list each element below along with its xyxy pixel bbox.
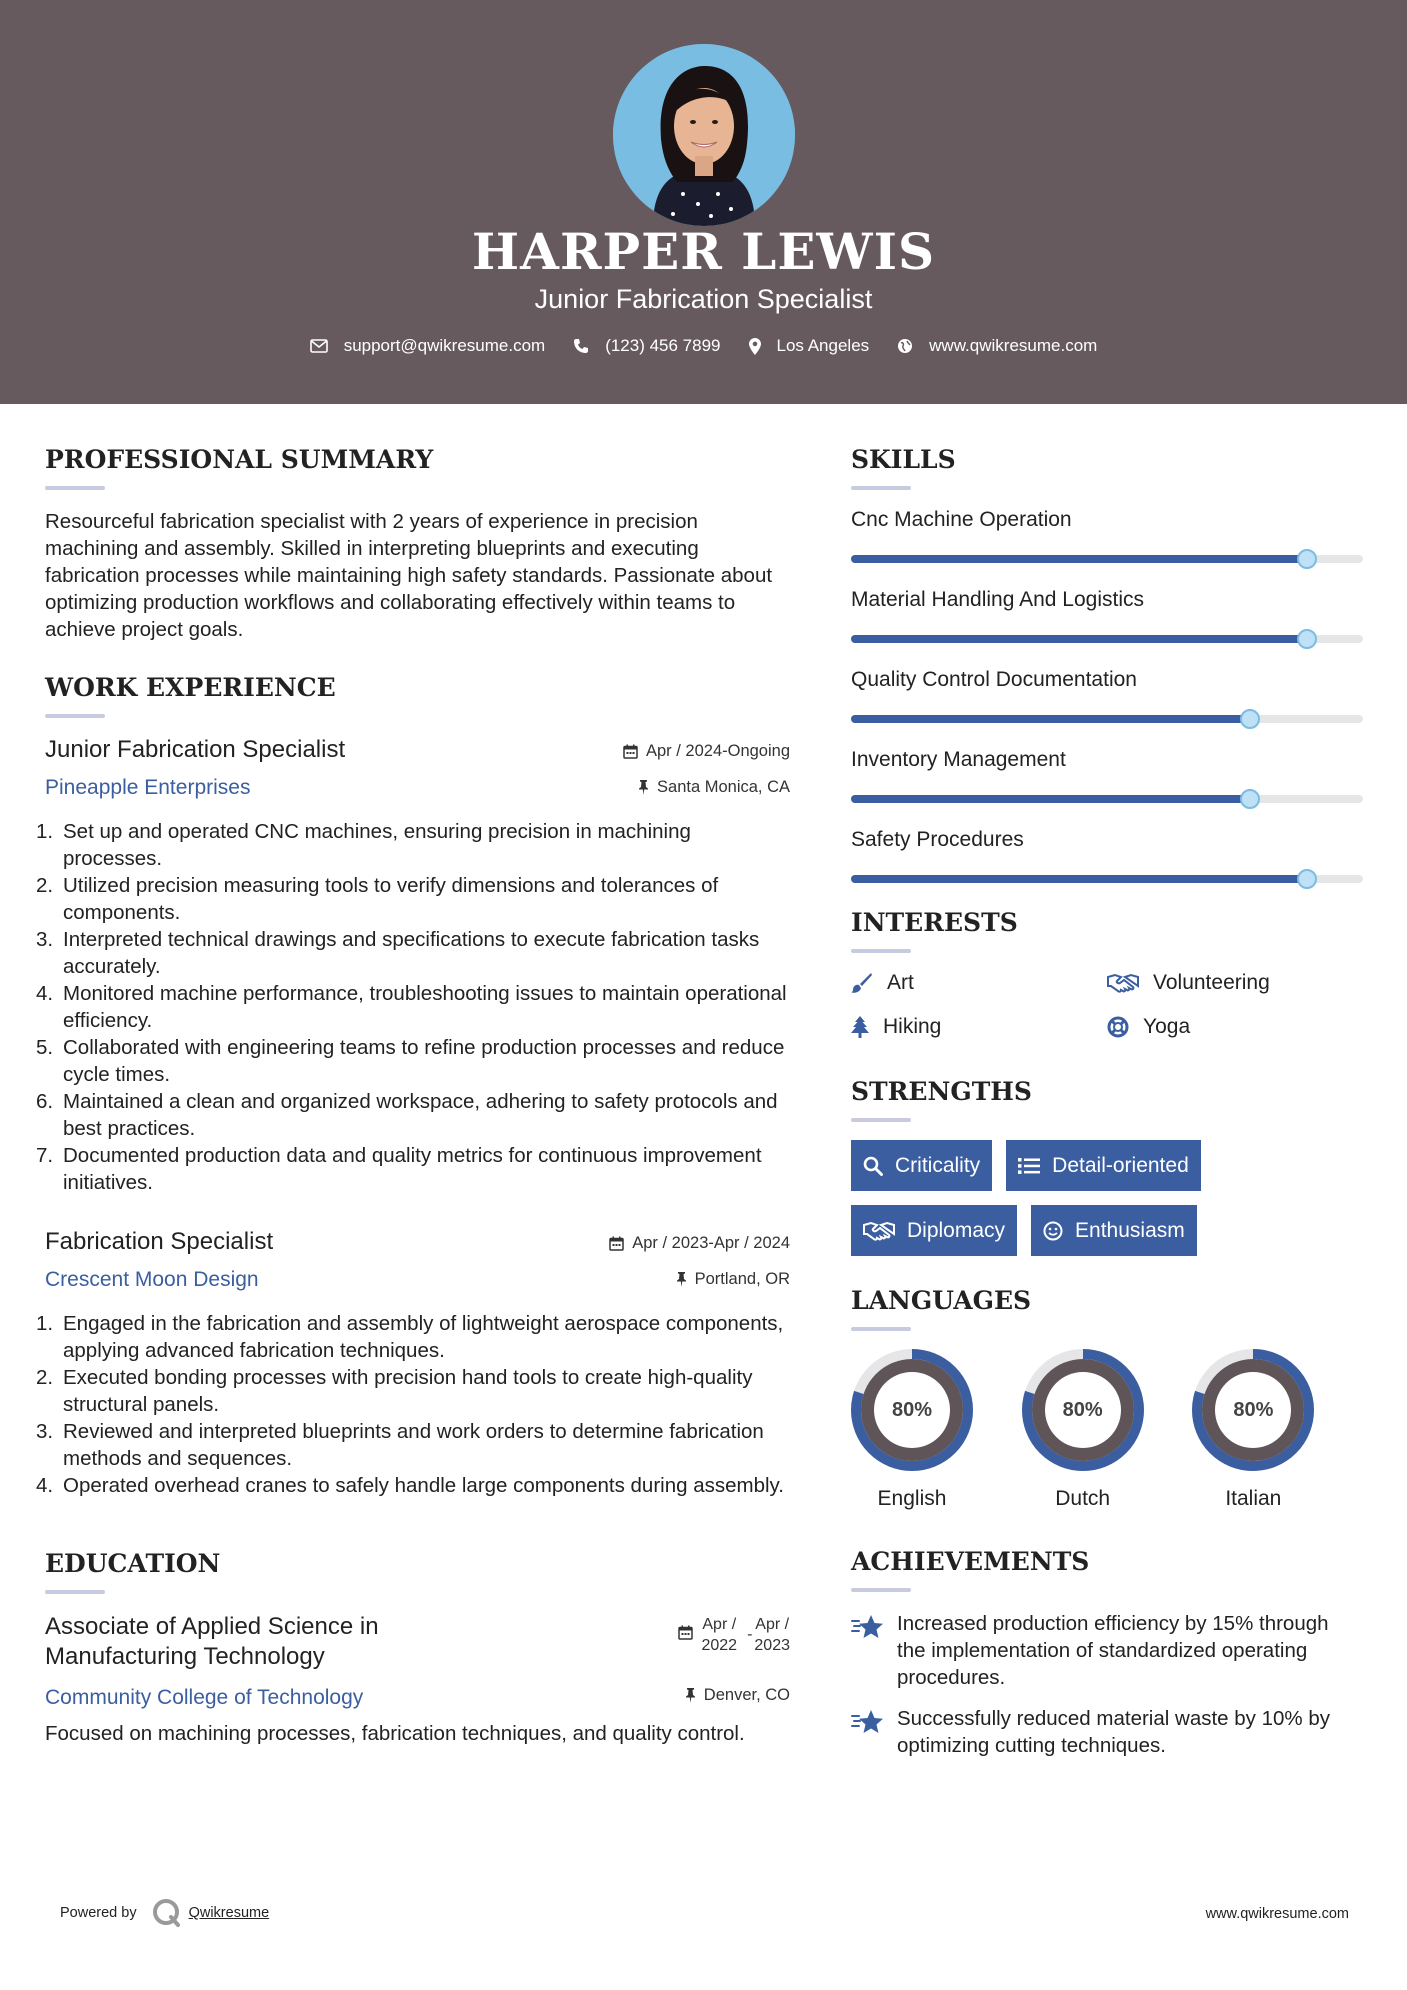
brand-link[interactable]: Qwikresume bbox=[188, 1905, 270, 1921]
list-item: 2. Executed bonding processes with precision hand tools to create high-quality structural panels. bbox=[36, 1366, 753, 1416]
candidate-name: HARPER LEWIS bbox=[471, 222, 936, 281]
achievement-text: Successfully reduced material waste by 10% by optimizing cutting techniques. bbox=[897, 1707, 1330, 1757]
list-item: 7. Documented production data and quality metrics for continuous improvement initiatives. bbox=[36, 1144, 762, 1194]
language-item bbox=[1022, 1349, 1193, 1511]
strength-tag bbox=[851, 1140, 992, 1191]
duty-text: Reviewed and interpreted blueprints and work orders to determine fabrication methods and sequences. bbox=[63, 1420, 764, 1470]
search-icon bbox=[863, 1156, 883, 1176]
duty-text: Utilized precision measuring tools to verify dimensions and tolerances of components. bbox=[63, 874, 719, 924]
language-item bbox=[851, 1349, 1022, 1511]
qwikresume-logo-icon bbox=[151, 1897, 183, 1929]
language-percent: 80% bbox=[891, 1398, 933, 1421]
strength-tag bbox=[1031, 1205, 1197, 1256]
skill-bar bbox=[851, 715, 1363, 723]
list-item: 3. Interpreted technical drawings and specifications to execute fabrication tasks accurately. bbox=[36, 928, 760, 978]
degree-line: Manufacturing Technology bbox=[45, 1643, 325, 1670]
language-percent: 80% bbox=[1062, 1398, 1103, 1421]
section-title: PROFESSIONAL SUMMARY bbox=[45, 445, 434, 474]
duty-list bbox=[36, 1310, 790, 1499]
education-dates bbox=[678, 1614, 790, 1656]
skill-knob bbox=[1297, 629, 1317, 649]
degree-title bbox=[45, 1612, 379, 1672]
skill-item bbox=[851, 508, 1363, 563]
duty-text: Interpreted technical drawings and specifications to execute fabrication tasks accurately. bbox=[63, 928, 760, 978]
skill-item bbox=[851, 748, 1363, 803]
email-text: support@qwikresume.com bbox=[343, 336, 546, 355]
experience-section bbox=[36, 673, 790, 1499]
list-icon bbox=[1018, 1157, 1040, 1175]
interest-item bbox=[851, 971, 1107, 995]
strength-label: Diplomacy bbox=[907, 1218, 1006, 1242]
list-item: 1. Engaged in the fabrication and assembly of lightweight aerospace components, applying advanced fabrication techniques. bbox=[36, 1312, 784, 1362]
education-location-text: Denver, CO bbox=[703, 1685, 790, 1704]
section-underline bbox=[45, 714, 105, 718]
list-item: 6. Maintained a clean and organized workspace, adhering to safety protocols and best practices. bbox=[36, 1090, 778, 1140]
calendar-icon bbox=[609, 1236, 624, 1251]
skill-fill bbox=[851, 795, 1250, 803]
section-underline bbox=[45, 486, 105, 490]
interest-item bbox=[1107, 971, 1363, 995]
skill-knob bbox=[1297, 869, 1317, 889]
job-location-text: Santa Monica, CA bbox=[657, 777, 790, 796]
skill-fill bbox=[851, 715, 1250, 723]
language-ring bbox=[1022, 1349, 1144, 1471]
pin-icon bbox=[638, 780, 649, 795]
skills-list bbox=[851, 508, 1363, 883]
job-dates-text: Apr / 2023-Apr / 2024 bbox=[632, 1234, 790, 1252]
contact-phone[interactable] bbox=[573, 336, 720, 356]
handshake-icon bbox=[1107, 973, 1139, 993]
education-start bbox=[701, 1614, 737, 1656]
duty-text: Operated overhead cranes to safely handle large components during assembly. bbox=[63, 1474, 784, 1497]
list-item: 5. Collaborated with engineering teams to refine production processes and reduce cycle times. bbox=[36, 1036, 785, 1086]
section-underline bbox=[45, 1590, 105, 1594]
smile-icon bbox=[1043, 1221, 1063, 1241]
strength-label: Criticality bbox=[895, 1153, 981, 1177]
achievement-text: Increased production efficiency by 15% through the implementation of standardized operating procedures. bbox=[897, 1612, 1329, 1689]
section-title: EDUCATION bbox=[45, 1549, 221, 1578]
job-title: Fabrication Specialist bbox=[45, 1228, 274, 1255]
powered-by-text: Powered by bbox=[60, 1905, 137, 1921]
education-location bbox=[685, 1686, 790, 1705]
education-text: Focused on machining processes, fabrication techniques, and quality control. bbox=[45, 1722, 745, 1745]
skill-fill bbox=[851, 555, 1307, 563]
section-underline bbox=[851, 949, 911, 953]
star-icon bbox=[851, 1614, 885, 1640]
section-underline bbox=[851, 486, 911, 490]
languages-section bbox=[851, 1286, 1363, 1511]
language-ring bbox=[851, 1349, 973, 1471]
section-title: LANGUAGES bbox=[851, 1286, 1032, 1315]
job-dates bbox=[623, 742, 790, 761]
calendar-icon bbox=[623, 744, 638, 759]
skill-name: Safety Procedures bbox=[851, 828, 1024, 851]
interest-label: Art bbox=[887, 971, 914, 994]
education-section bbox=[45, 1549, 790, 1747]
job-location bbox=[676, 1270, 790, 1289]
list-item: 4. Monitored machine performance, troubleshooting issues to maintain operational efficiency. bbox=[36, 982, 787, 1032]
summary-section bbox=[45, 445, 790, 643]
job-entry bbox=[36, 736, 790, 1196]
company-name[interactable]: Crescent Moon Design bbox=[45, 1268, 259, 1291]
strength-tag bbox=[851, 1205, 1017, 1256]
strengths-section bbox=[851, 1077, 1363, 1256]
envelope-icon bbox=[310, 339, 328, 353]
section-underline bbox=[851, 1118, 911, 1122]
map-pin-icon bbox=[749, 338, 761, 355]
right-column bbox=[851, 445, 1363, 1773]
footer-website[interactable]: www.qwikresume.com bbox=[1205, 1906, 1349, 1922]
skill-bar bbox=[851, 635, 1363, 643]
section-title: WORK EXPERIENCE bbox=[45, 673, 336, 702]
section-title: INTERESTS bbox=[851, 908, 1018, 937]
duty-text: Maintained a clean and organized workspace, adhering to safety protocols and best practices. bbox=[63, 1090, 778, 1140]
list-item: 1. Set up and operated CNC machines, ensuring precision in machining processes. bbox=[36, 820, 691, 870]
language-name: English bbox=[877, 1487, 947, 1510]
language-name: Italian bbox=[1225, 1487, 1282, 1510]
contact-website[interactable] bbox=[897, 336, 1097, 356]
skill-item bbox=[851, 828, 1363, 883]
list-item: 2. Utilized precision measuring tools to verify dimensions and tolerances of components. bbox=[36, 874, 719, 924]
footer-branding bbox=[60, 1897, 269, 1929]
candidate-title: Junior Fabrication Specialist bbox=[534, 284, 873, 314]
skill-knob bbox=[1240, 709, 1260, 729]
skill-knob bbox=[1297, 549, 1317, 569]
skill-name: Cnc Machine Operation bbox=[851, 508, 1072, 531]
skill-item bbox=[851, 668, 1363, 723]
website-text: www.qwikresume.com bbox=[929, 336, 1098, 355]
section-underline bbox=[851, 1327, 911, 1331]
job-title: Junior Fabrication Specialist bbox=[45, 736, 346, 763]
end-month: Apr / bbox=[755, 1616, 790, 1633]
language-percent: 80% bbox=[1233, 1398, 1274, 1421]
job-dates bbox=[609, 1234, 790, 1253]
globe-icon bbox=[897, 338, 913, 354]
duty-text: Executed bonding processes with precision hand tools to create high-quality structural panels. bbox=[63, 1366, 753, 1416]
contact-bar bbox=[0, 336, 1407, 356]
strength-tag bbox=[1006, 1140, 1201, 1191]
star-icon bbox=[851, 1709, 885, 1735]
degree-line: Associate of Applied Science in bbox=[45, 1613, 379, 1640]
contact-email[interactable] bbox=[310, 336, 546, 356]
interest-item bbox=[851, 1015, 1107, 1039]
lifering-icon bbox=[1107, 1016, 1129, 1038]
interest-item bbox=[1107, 1015, 1363, 1039]
skill-name: Inventory Management bbox=[851, 748, 1066, 771]
pin-icon bbox=[676, 1272, 687, 1287]
skill-fill bbox=[851, 635, 1307, 643]
pin-icon bbox=[685, 1688, 696, 1703]
avatar-illustration bbox=[613, 44, 795, 226]
job-location bbox=[638, 778, 790, 797]
job-entry bbox=[36, 1228, 790, 1499]
strength-label: Detail-oriented bbox=[1052, 1153, 1189, 1177]
tree-icon bbox=[851, 1016, 869, 1038]
date-separator: - bbox=[747, 1626, 753, 1643]
resume-header bbox=[0, 0, 1407, 404]
language-name: Dutch bbox=[1055, 1487, 1111, 1510]
achievements-section bbox=[851, 1547, 1363, 1759]
profile-photo bbox=[613, 44, 795, 226]
left-column bbox=[36, 445, 790, 1747]
interests-section bbox=[851, 908, 1363, 1039]
job-location-text: Portland, OR bbox=[694, 1269, 790, 1288]
skill-fill bbox=[851, 875, 1307, 883]
duty-text: Monitored machine performance, troubleshooting issues to maintain operational efficiency. bbox=[63, 982, 787, 1032]
interest-label: Volunteering bbox=[1153, 971, 1270, 994]
location-text: Los Angeles bbox=[776, 336, 870, 355]
interest-label: Yoga bbox=[1143, 1015, 1191, 1038]
skill-bar bbox=[851, 555, 1363, 563]
end-year: 2023 bbox=[754, 1637, 790, 1654]
duty-text: Documented production data and quality metrics for continuous improvement initiatives. bbox=[63, 1144, 762, 1194]
duty-text: Engaged in the fabrication and assembly of lightweight aerospace components, applying advanced fabrication techniques. bbox=[63, 1312, 784, 1362]
skills-section bbox=[851, 445, 1363, 883]
start-month: Apr / bbox=[702, 1616, 737, 1633]
section-underline bbox=[851, 1588, 911, 1592]
skill-bar bbox=[851, 795, 1363, 803]
achievement-item bbox=[851, 1610, 1363, 1691]
job-dates-text: Apr / 2024-Ongoing bbox=[645, 742, 790, 760]
strength-label: Enthusiasm bbox=[1075, 1218, 1185, 1242]
interest-label: Hiking bbox=[883, 1015, 942, 1038]
education-end bbox=[754, 1614, 790, 1656]
phone-text: (123) 456 7899 bbox=[605, 336, 721, 355]
list-item: 4. Operated overhead cranes to safely handle large components during assembly. bbox=[36, 1474, 784, 1497]
school-name[interactable]: Community College of Technology bbox=[45, 1686, 364, 1709]
calendar-icon bbox=[678, 1625, 693, 1640]
language-ring bbox=[1192, 1349, 1314, 1471]
duty-list bbox=[36, 818, 790, 1196]
skill-bar bbox=[851, 875, 1363, 883]
skill-name: Quality Control Documentation bbox=[851, 668, 1137, 691]
achievement-item bbox=[851, 1705, 1363, 1759]
list-item: 3. Reviewed and interpreted blueprints and work orders to determine fabrication methods and sequences. bbox=[36, 1420, 764, 1470]
section-title: ACHIEVEMENTS bbox=[851, 1547, 1090, 1576]
start-year: 2022 bbox=[701, 1637, 738, 1654]
contact-location bbox=[749, 336, 870, 356]
duty-text: Set up and operated CNC machines, ensuring precision in machining processes. bbox=[63, 820, 691, 870]
skill-item bbox=[851, 588, 1363, 643]
company-name[interactable]: Pineapple Enterprises bbox=[45, 776, 251, 799]
paintbrush-icon bbox=[851, 972, 873, 994]
summary-text: Resourceful fabrication specialist with 2 years of experience in precision machining and assembly. Skilled in interpreting blueprints and executing fabrication processes while maintaining high safety standards. Passionate about optimizing production workflows and collaborating effectively within teams to achieve project goals. bbox=[45, 510, 773, 641]
section-title: STRENGTHS bbox=[851, 1077, 1032, 1106]
duty-text: Collaborated with engineering teams to refine production processes and reduce cycle times. bbox=[63, 1036, 785, 1086]
language-item bbox=[1192, 1349, 1363, 1511]
handshake-icon bbox=[863, 1221, 895, 1241]
skill-knob bbox=[1240, 789, 1260, 809]
section-title: SKILLS bbox=[851, 445, 956, 474]
skill-name: Material Handling And Logistics bbox=[851, 588, 1144, 611]
phone-icon bbox=[573, 338, 589, 354]
